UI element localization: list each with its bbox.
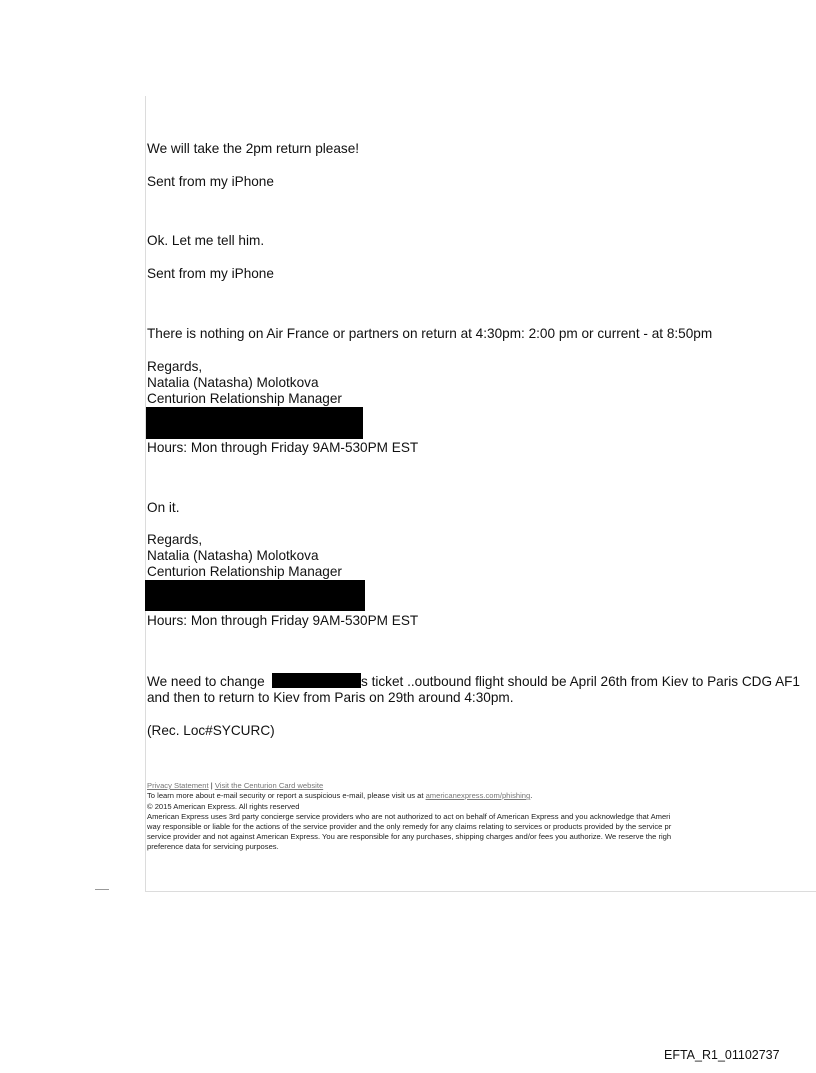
message-3-regards: Regards, bbox=[147, 359, 203, 374]
message-3-body: There is nothing on Air France or partners on return at 4:30pm: 2:00 pm or current - at 8:50pm bbox=[147, 326, 713, 341]
phishing-link[interactable]: americanexpress.com/phishing bbox=[425, 791, 531, 800]
message-1-signature: Sent from my iPhone bbox=[147, 174, 274, 189]
footer-copyright: © 2015 American Express. All rights reserved bbox=[147, 802, 300, 811]
privacy-statement-link[interactable]: Privacy Statement bbox=[147, 781, 209, 790]
footer-links bbox=[147, 781, 323, 790]
footer-security-line bbox=[147, 791, 532, 800]
message-3-sender-title: Centurion Relationship Manager bbox=[147, 391, 342, 406]
message-2-signature: Sent from my iPhone bbox=[147, 266, 274, 281]
message-3-hours: Hours: Mon through Friday 9AM-530PM EST bbox=[147, 440, 419, 455]
email-frame bbox=[145, 96, 816, 892]
redaction-block bbox=[145, 580, 365, 611]
message-3-sender-name: Natalia (Natasha) Molotkova bbox=[147, 375, 319, 390]
redaction-block bbox=[272, 673, 361, 688]
footer-separator: | bbox=[208, 781, 215, 790]
message-2-body: Ok. Let me tell him. bbox=[147, 233, 265, 248]
message-1-body: We will take the 2pm return please! bbox=[147, 141, 360, 156]
message-4-hours: Hours: Mon through Friday 9AM-530PM EST bbox=[147, 613, 419, 628]
message-4-body: On it. bbox=[147, 500, 180, 515]
message-5-line-2: and then to return to Kiev from Paris on 29th around 4:30pm. bbox=[147, 690, 514, 705]
footer-disclaimer-line-2: way responsible or liable for the actions of the service provider and the only remedy for any claims relating to services or products provided by the service pr bbox=[147, 822, 672, 831]
footer-disclaimer-line-1: American Express uses 3rd party concierge service providers who are not authorized to act on behalf of American Express and you acknowledge that Ameri bbox=[147, 812, 671, 821]
message-5-record-locator: (Rec. Loc#SYCURC) bbox=[147, 723, 275, 738]
footer-disclaimer-line-4: preference data for servicing purposes. bbox=[147, 842, 279, 851]
message-5-line-1b: s ticket ..outbound flight should be April 26th from Kiev to Paris CDG AF1 bbox=[361, 674, 800, 689]
bates-number: EFTA_R1_01102737 bbox=[664, 1048, 780, 1062]
security-end: . bbox=[530, 791, 533, 800]
security-text: To learn more about e-mail security or report a suspicious e-mail, please visit us at bbox=[147, 791, 426, 800]
message-5-line-1a: We need to change bbox=[147, 674, 265, 689]
page-mark bbox=[95, 889, 109, 890]
redaction-block bbox=[146, 407, 363, 439]
message-4-sender-name: Natalia (Natasha) Molotkova bbox=[147, 548, 319, 563]
footer-disclaimer-line-3: service provider and not against American Express. You are responsible for any purchases, shipping charges and/or fees you authorize. We reserve the righ bbox=[147, 832, 672, 841]
message-4-sender-title: Centurion Relationship Manager bbox=[147, 564, 342, 579]
message-4-regards: Regards, bbox=[147, 532, 203, 547]
centurion-website-link[interactable]: Visit the Centurion Card website bbox=[214, 781, 324, 790]
